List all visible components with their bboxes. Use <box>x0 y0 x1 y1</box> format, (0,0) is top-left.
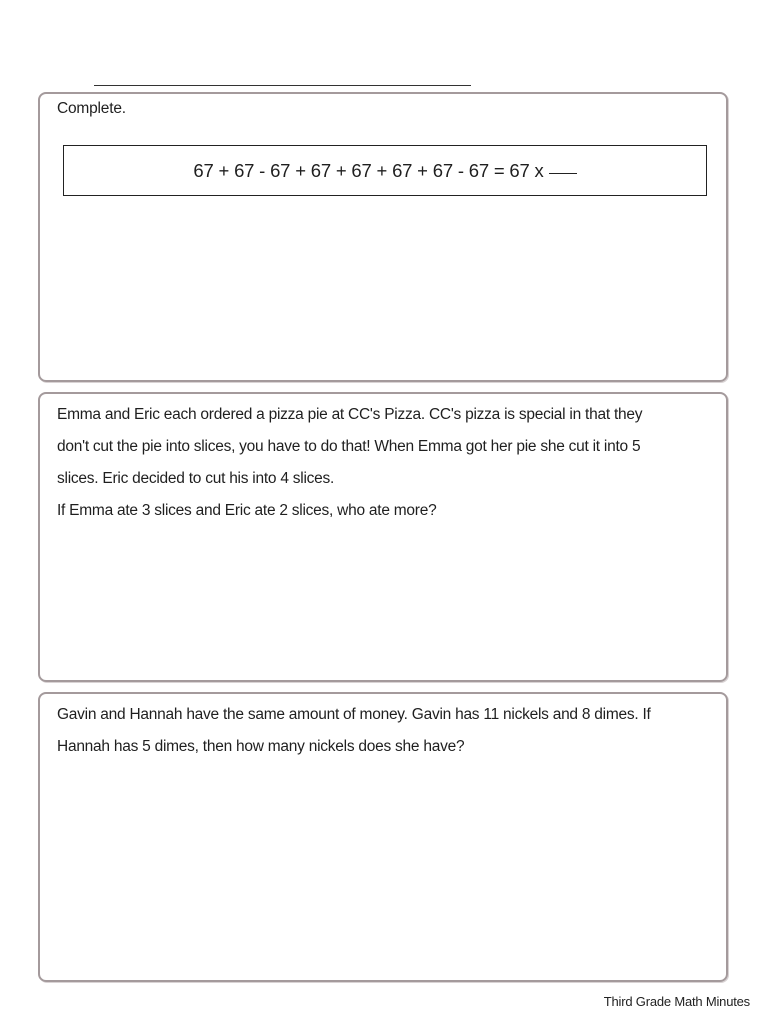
word-problem-money <box>57 699 717 763</box>
problem-line: slices. Eric decided to cut his into 4 slices. <box>57 470 335 487</box>
problem-line: don't cut the pie into slices, you have to do that! When Emma got her pie she cut it into 5 <box>57 438 641 455</box>
problem-line: Emma and Eric each ordered a pizza pie at CC's Pizza. CC's pizza is special in that they <box>57 406 643 423</box>
problem-box-1 <box>38 92 728 382</box>
problem-box-2 <box>38 392 728 682</box>
problem-line: Hannah has 5 dimes, then how many nickels does she have? <box>57 738 465 755</box>
problem-line: Gavin and Hannah have the same amount of money. Gavin has 11 nickels and 8 dimes. If <box>57 706 651 723</box>
footer-credit: Third Grade Math Minutes <box>603 994 750 1009</box>
equation-text: 67 + 67 - 67 + 67 + 67 + 67 + 67 - 67 = 67 x <box>193 159 544 181</box>
instruction-text: Complete. <box>57 100 126 117</box>
problem-question: If Emma ate 3 slices and Eric ate 2 slices, who ate more? <box>57 502 437 519</box>
answer-blank[interactable] <box>549 173 577 174</box>
word-problem-pizza <box>57 399 717 527</box>
problem-box-3 <box>38 692 728 982</box>
equation-box <box>63 145 707 196</box>
name-line <box>94 85 471 86</box>
